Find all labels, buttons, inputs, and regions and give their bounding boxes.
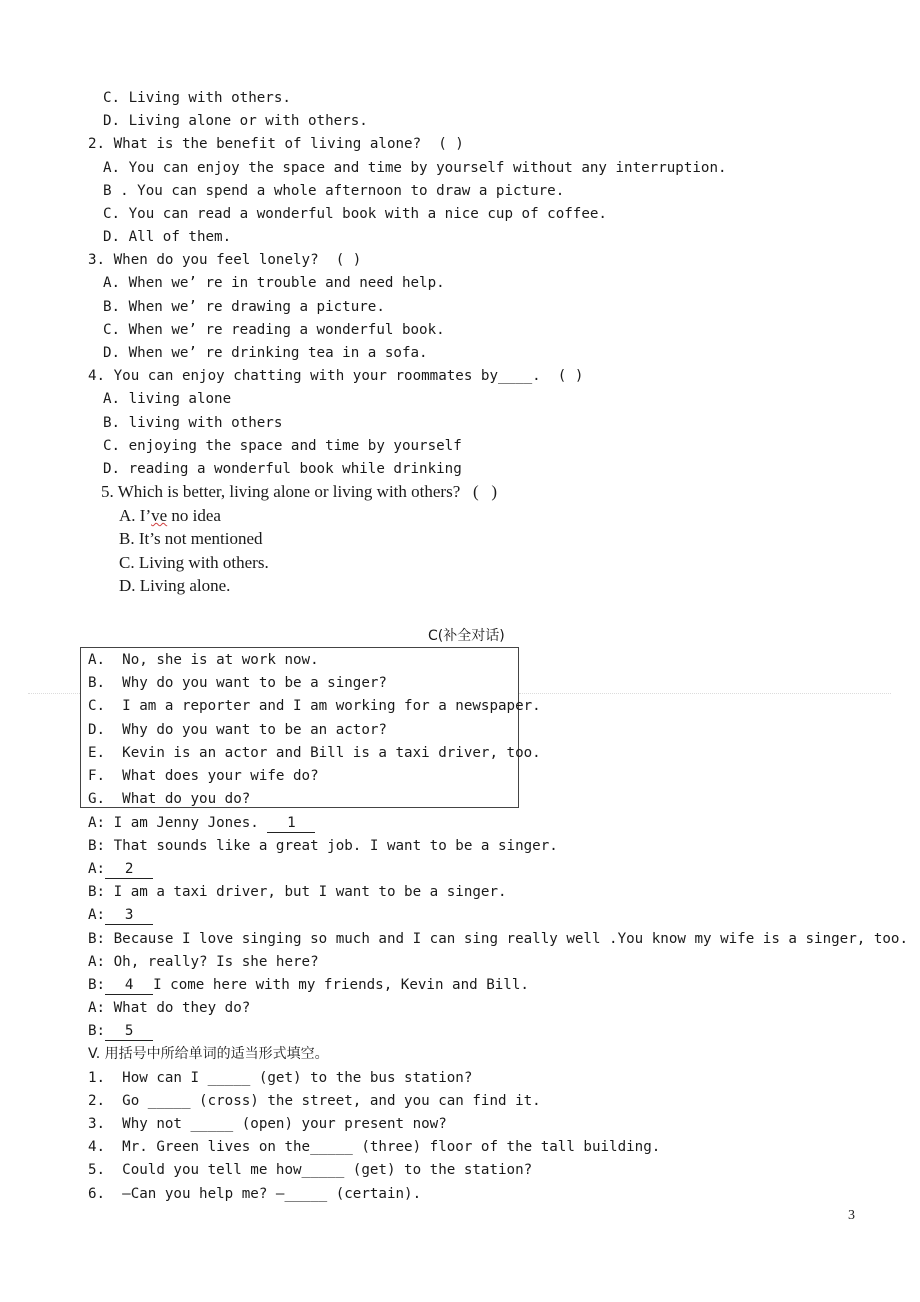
q4-option-c: C. enjoying the space and time by yourself: [103, 438, 462, 454]
fill-item-5: 5. Could you tell me how_____ (get) to the station?: [88, 1162, 533, 1178]
q4-option-d: D. reading a wonderful book while drinking: [103, 461, 462, 477]
fill-item-1: 1. How can I _____ (get) to the bus station?: [88, 1070, 473, 1086]
q4-question: 4. You can enjoy chatting with your roommates by____. ( ): [88, 368, 584, 384]
box-option-b: B. Why do you want to be a singer?: [88, 675, 387, 691]
q3-option-d: D. When we’ re drinking tea in a sofa.: [103, 345, 428, 361]
box-option-c: C. I am a reporter and I am working for a newspaper.: [88, 698, 541, 714]
q5-option-a-rest: no idea: [167, 506, 221, 525]
fill-item-6: 6. –Can you help me? –_____ (certain).: [88, 1186, 422, 1202]
dialogue-text: A:: [88, 907, 106, 923]
q1-option-d: D. Living alone or with others.: [103, 113, 368, 129]
q3-option-c: C. When we’ re reading a wonderful book.: [103, 322, 445, 338]
q5-option-b: B. It’s not mentioned: [119, 529, 263, 548]
page-number: 3: [848, 1208, 855, 1223]
dotted-rule-right: [519, 693, 891, 694]
q3-question: 3. When do you feel lonely? ( ): [88, 252, 362, 268]
q5-option-d: D. Living alone.: [119, 576, 231, 595]
section-v-title: V. 用括号中所给单词的适当形式填空。: [88, 1046, 329, 1062]
dialogue-text: B:: [88, 1023, 106, 1039]
fill-item-2: 2. Go _____ (cross) the street, and you can find it.: [88, 1093, 541, 1109]
q5-question: 5. Which is better, living alone or living with others? ( ): [101, 482, 498, 501]
dialogue-text: B:: [88, 977, 106, 993]
box-option-f: F. What does your wife do?: [88, 768, 319, 784]
dotted-rule-left: [28, 693, 80, 694]
fill-item-3: 3. Why not _____ (open) your present now?: [88, 1116, 447, 1132]
q1-option-c: C. Living with others.: [103, 90, 291, 106]
q2-option-a: A. You can enjoy the space and time by yourself without any interruption.: [103, 160, 727, 176]
box-option-d: D. Why do you want to be an actor?: [88, 722, 387, 738]
fill-item-4: 4. Mr. Green lives on the_____ (three) floor of the tall building.: [88, 1139, 661, 1155]
dialogue-line-5: [88, 905, 153, 925]
answer-blank-2: 2: [105, 861, 153, 879]
answer-blank-5: 5: [105, 1023, 153, 1041]
dialogue-line-10: [88, 1021, 153, 1041]
box-option-a: A. No, she is at work now.: [88, 652, 319, 668]
answer-blank-1: 1: [267, 815, 315, 833]
q2-option-d: D. All of them.: [103, 229, 232, 245]
box-option-e: E. Kevin is an actor and Bill is a taxi driver, too.: [88, 745, 541, 761]
box-option-g: G. What do you do?: [88, 791, 251, 807]
q5-option-c: C. Living with others.: [119, 553, 269, 572]
dialogue-line-7: A: Oh, really? Is she here?: [88, 954, 319, 970]
spellcheck-squiggle: ve: [151, 506, 168, 525]
q2-option-c: C. You can read a wonderful book with a nice cup of coffee.: [103, 206, 607, 222]
dialogue-line-1: [88, 813, 315, 833]
q5-option-a: [119, 506, 221, 526]
q2-question: 2. What is the benefit of living alone? ( ): [88, 136, 464, 152]
q4-option-b: B. living with others: [103, 415, 283, 431]
dialogue-line-6: B: Because I love singing so much and I can sing really well .You know my wife is a singer, too.: [88, 931, 908, 947]
section-c-title: C(补全对话): [428, 628, 505, 644]
q4-option-a: A. living alone: [103, 391, 232, 407]
dialogue-text: A: I am Jenny Jones.: [88, 815, 268, 831]
q2-option-b: B . You can spend a whole afternoon to draw a picture.: [103, 183, 565, 199]
q3-option-a: A. When we’ re in trouble and need help.: [103, 275, 445, 291]
answer-blank-4: 4: [105, 977, 153, 995]
dialogue-line-3: [88, 859, 153, 879]
dialogue-line-4: B: I am a taxi driver, but I want to be a singer.: [88, 884, 507, 900]
dialogue-text: A:: [88, 861, 106, 877]
dialogue-line-2: B: That sounds like a great job. I want to be a singer.: [88, 838, 558, 854]
q5-option-a-letter: A. I’: [119, 506, 152, 525]
q3-option-b: B. When we’ re drawing a picture.: [103, 299, 385, 315]
dialogue-line-8: [88, 975, 529, 995]
answer-blank-3: 3: [105, 907, 153, 925]
dialogue-text: I come here with my friends, Kevin and Bill.: [153, 977, 529, 993]
dialogue-line-9: A: What do they do?: [88, 1000, 251, 1016]
